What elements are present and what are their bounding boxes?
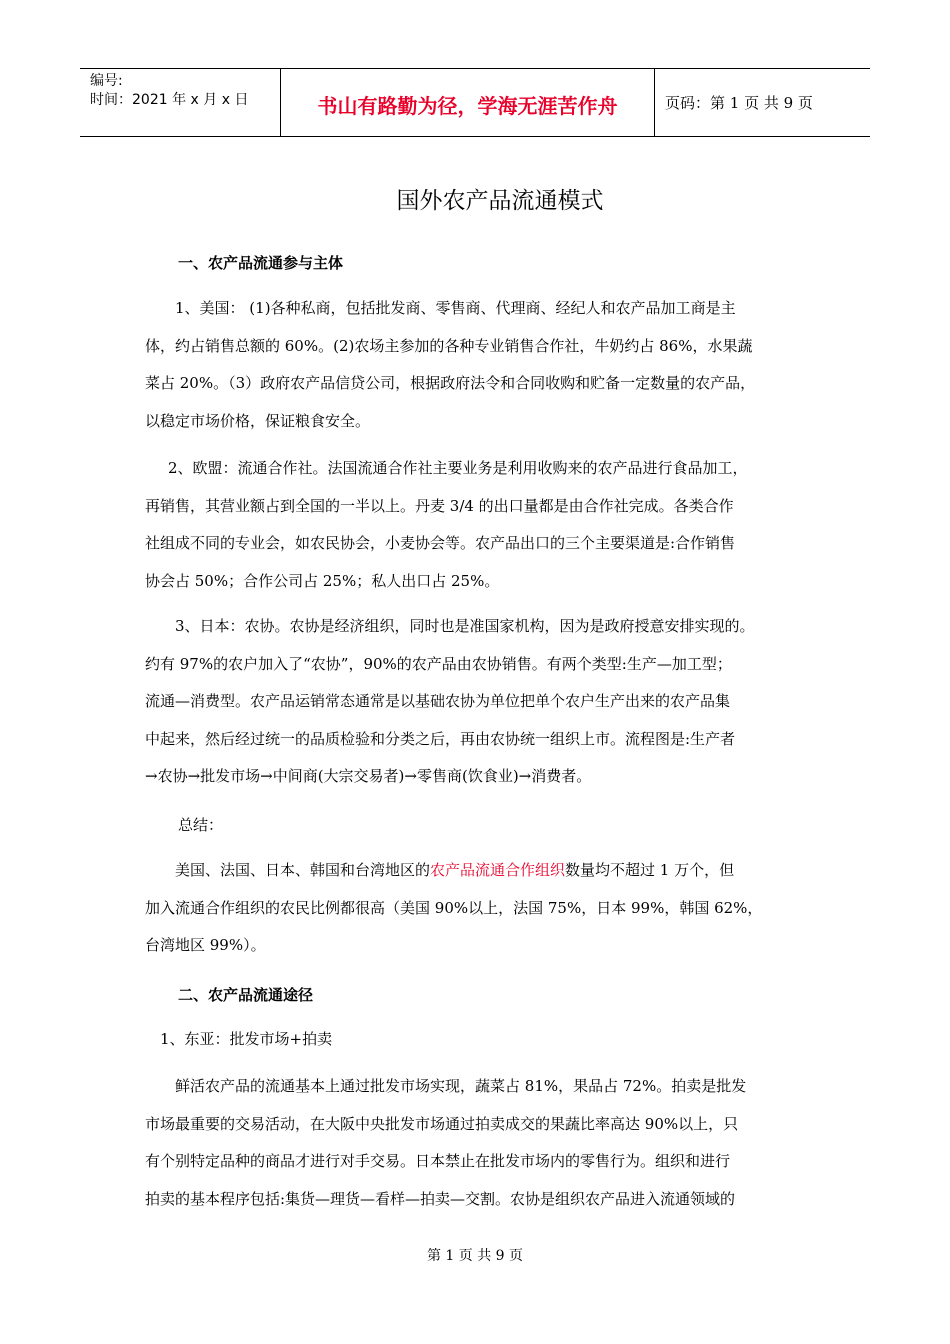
subheading-east-asia: 1、东亚：批发市场+拍卖	[160, 1030, 333, 1048]
paragraph-line: 以稳定市场价格，保证粮食安全。	[145, 411, 371, 430]
paragraph-line: 约有 97%的农户加入了“农协”，90%的农产品由农协销售。有两个类型:生产—加工型；	[145, 654, 732, 673]
cooperative-org-link[interactable]: 农产品流通合作组织	[430, 861, 566, 879]
paragraph-line: 再销售，其营业额占到全国的一半以上。丹麦 3/4 的出口量都是由合作社完成。各类合作	[145, 496, 734, 515]
paragraph-line: 鲜活农产品的流通基本上通过批发市场实现，蔬菜占 81%，果品占 72%。拍卖是批发	[175, 1077, 747, 1095]
paragraph-japan	[145, 608, 825, 796]
paragraph-line: 体，约占销售总额的 60%。(2)农场主参加的各种专业销售合作社，牛奶约占 86%，水果蔬	[145, 336, 753, 355]
paragraph-line: →农协→批发市场→中间商(大宗交易者)→零售商(饮食业)→消费者。	[145, 767, 592, 785]
summary-text-post: 数量均不超过 1 万个，但	[565, 861, 735, 879]
paragraph-line: 拍卖的基本程序包括:集货—理货—看样—拍卖—交割。农协是组织农产品进入流通领域的	[145, 1189, 736, 1208]
paragraph-line: 2、欧盟：流通合作社。法国流通合作社主要业务是利用收购来的农产品进行食品加工，	[168, 459, 748, 477]
header-motto: 书山有路勤为径，学海无涯苦作舟	[281, 69, 655, 136]
paragraph-line: 协会占 50%；合作公司占 25%；私人出口占 25%。	[145, 571, 500, 590]
paragraph-eu	[145, 450, 825, 600]
summary-label: 总结：	[178, 816, 224, 834]
page-footer: 第 1 页 共 9 页	[426, 1248, 524, 1264]
summary-text-pre: 美国、法国、日本、韩国和台湾地区的	[175, 861, 431, 879]
section-heading-channels: 二、农产品流通途径	[178, 986, 314, 1004]
paragraph-line: 流通—消费型。农产品运销常态通常是以基础农协为单位把单个农户生产出来的农产品集	[145, 692, 731, 710]
paragraph-line: 台湾地区 99%）。	[145, 936, 266, 954]
header-page-info: 页码：第 1 页 共 9 页	[665, 94, 813, 112]
paragraph-line: 中起来，然后经过统一的品质检验和分类之后，再由农协统一组织上市。流程图是:生产者	[145, 729, 736, 748]
header-meta	[80, 69, 281, 136]
paragraph-line: 市场最重要的交易活动，在大阪中央批发市场通过拍卖成交的果蔬比率高达 90%以上，只	[145, 1114, 739, 1133]
page-header	[80, 68, 870, 137]
paragraph-line	[145, 852, 825, 890]
paragraph-line: 3、日本：农协。农协是经济组织，同时也是准国家机构，因为是政府授意安排实现的。	[175, 617, 755, 635]
document-title: 国外农产品流通模式	[396, 188, 604, 214]
paragraph-east-asia	[145, 1068, 825, 1218]
paragraph-line: 菜占 20%。（3）政府农产品信贷公司，根据政府法令和合同收购和贮备一定数量的农产品，	[145, 374, 756, 392]
paragraph-line: 有个别特定品种的商品才进行对手交易。日本禁止在批发市场内的零售行为。组织和进行	[145, 1152, 731, 1170]
paragraph-line: 社组成不同的专业会，如农民协会，小麦协会等。农产品出口的三个主要渠道是:合作销售	[145, 534, 736, 552]
paragraph-usa	[145, 290, 825, 440]
time-label: 时间：2021 年 x 月 x 日	[90, 92, 249, 108]
paragraph-line: 加入流通合作组织的农民比例都很高（美国 90%以上，法国 75%，日本 99%，韩国 62%，	[145, 898, 763, 917]
paragraph-summary	[145, 852, 825, 965]
number-label: 编号:	[90, 73, 123, 89]
section-heading-participants: 一、农产品流通参与主体	[178, 254, 344, 272]
paragraph-line: 1、美国： (1)各种私商，包括批发商、零售商、代理商、经纪人和农产品加工商是主	[175, 299, 736, 317]
